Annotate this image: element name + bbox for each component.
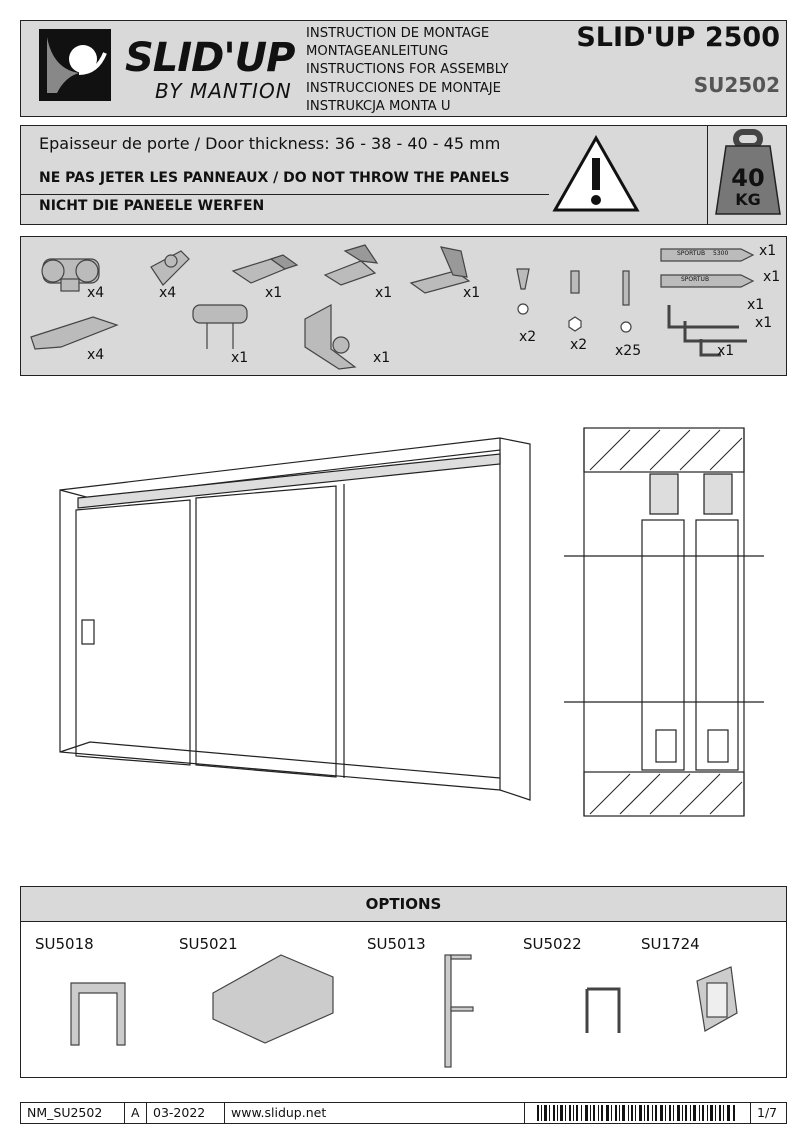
options-panel — [20, 886, 787, 1078]
wrench-text-c: SPORTUB — [681, 276, 710, 283]
qty-screw-c: x25 — [615, 343, 642, 359]
footer — [20, 1102, 787, 1124]
doc-number: NM_SU2502 — [21, 1103, 125, 1123]
qty-long-plate: x4 — [87, 347, 105, 363]
page-number: 1/7 — [757, 1105, 778, 1120]
barcode-icon — [525, 1103, 749, 1123]
option-su1724: SU1724 — [641, 935, 700, 953]
qty-hexkey-c: x1 — [717, 343, 735, 359]
warning-panel — [20, 125, 787, 225]
revision: A — [125, 1103, 147, 1123]
qty-bracket: x1 — [373, 350, 391, 366]
wrench-text-b: 5300 — [713, 250, 729, 257]
option-su5018: SU5018 — [35, 935, 94, 953]
qty-hook: x4 — [159, 285, 177, 301]
instruction-fr: INSTRUCTION DE MONTAGE — [306, 26, 490, 41]
qty-plate-b: x1 — [375, 285, 393, 301]
option-su5022: SU5022 — [523, 935, 582, 953]
instruction-en: INSTRUCTIONS FOR ASSEMBLY — [306, 62, 509, 78]
website-link[interactable]: www.slidup.net — [225, 1103, 525, 1123]
instruction-es: INSTRUCCIONES DE MONTAJE — [306, 80, 502, 96]
qty-wrench-a: x1 — [759, 243, 777, 259]
brand-name: SLID'UP — [125, 35, 295, 81]
instruction-de: MONTAGEANLEITUNG — [306, 44, 449, 60]
product-ref: SU2502 — [693, 73, 780, 97]
qty-hexkey-a: x1 — [747, 297, 765, 313]
brand-subtitle: BY MANTION — [155, 79, 292, 103]
option-su5013: SU5013 — [367, 935, 426, 953]
product-title: SLID'UP 2500 — [576, 22, 780, 53]
qty-plate-c: x1 — [463, 285, 481, 301]
qty-wrench-b: x1 — [763, 269, 781, 285]
option-su5021: SU5021 — [179, 935, 238, 953]
qty-plate-a: x1 — [265, 285, 283, 301]
door-thickness: Epaisseur de porte / Door thickness: 36 - 38 - 40 - 45 mm — [39, 134, 501, 153]
parts-illustration — [21, 237, 788, 377]
qty-hexkey-b: x1 — [755, 315, 773, 331]
qty-screw-b: x2 — [570, 337, 588, 353]
header — [20, 20, 787, 117]
weight-unit: KG — [735, 190, 761, 209]
date: 03-2022 — [147, 1103, 225, 1123]
options-illustration — [21, 953, 788, 1073]
divider — [21, 194, 549, 195]
warning-triangle-icon — [551, 134, 641, 214]
warning-line-1: NE PAS JETER LES PANNEAUX / DO NOT THROW THE PANELS — [39, 170, 510, 186]
assembly-drawing — [0, 380, 808, 840]
qty-roller: x4 — [87, 285, 105, 301]
options-title: OPTIONS — [21, 887, 786, 922]
instruction-titles — [306, 25, 508, 116]
wrench-text-a: SPORTUB — [677, 250, 706, 257]
warning-line-2: NICHT DIE PANEELE WERFEN — [39, 198, 265, 214]
qty-guide: x1 — [231, 350, 249, 366]
parts-list — [20, 236, 787, 376]
max-weight — [707, 126, 788, 224]
instruction-pl: INSTRUKCJA MONTA U — [306, 98, 451, 114]
qty-screw-a: x2 — [519, 329, 537, 345]
weight-value: 40 — [731, 164, 765, 192]
logo — [39, 29, 111, 101]
barcode — [525, 1103, 751, 1123]
